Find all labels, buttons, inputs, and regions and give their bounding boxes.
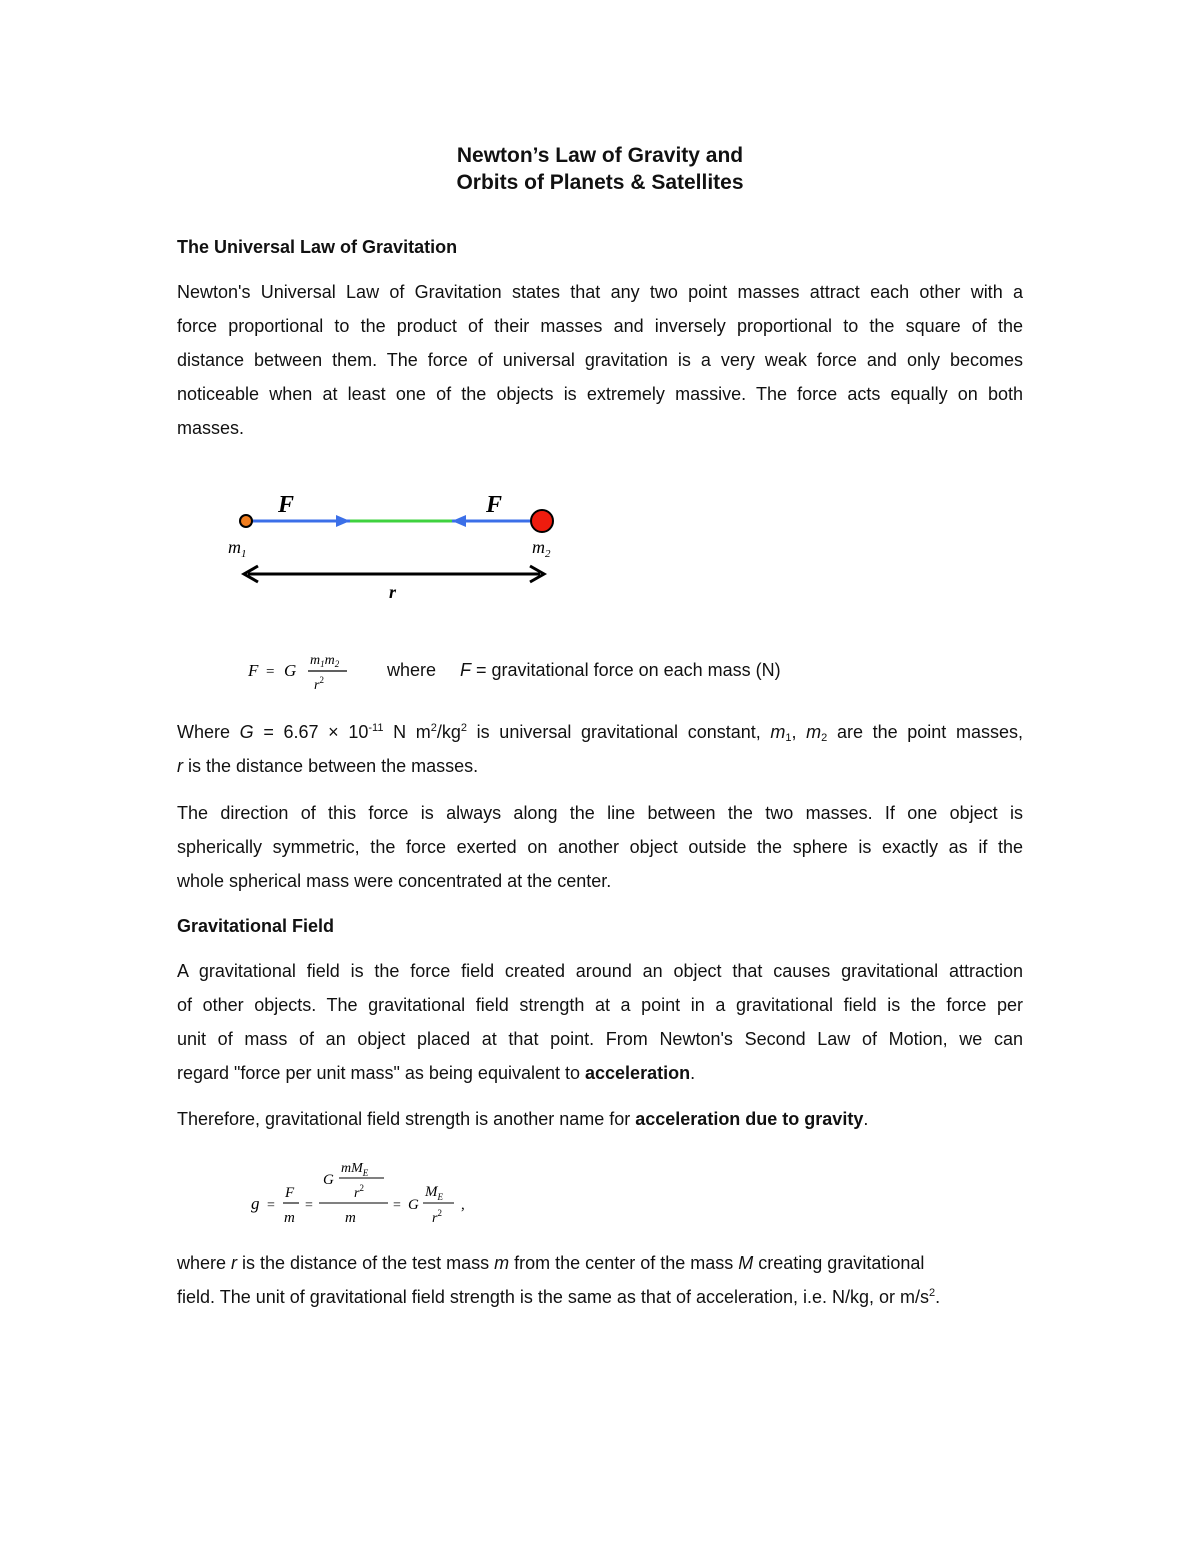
paragraph-line: force proportional to the product of their masses and inversely proportional to the square of the [177,316,1023,336]
formula2-G2: G [408,1197,419,1213]
force-arrowhead-left [336,515,350,527]
formula-G: G [284,661,297,680]
formula2-r1: $r^2$ [354,1183,364,1201]
paragraph-line: of other objects. The gravitational field strength at a point in a gravitational field is the force per [177,995,1023,1015]
paragraph-line: field. The unit of gravitational field strength is the same as that of acceleration, i.e. N/kg, or $m/s^2$. [177,1287,941,1307]
formula2-r2: $r^2$ [432,1208,442,1226]
formula-description: F = gravitational force on each mass (N) [460,660,781,680]
paragraph-line: regard "force per unit mass" as being equivalent to acceleration. [177,1063,696,1083]
paragraph-line: The direction of this force is always along the line between the two masses. If one object is [177,803,1023,823]
force-arrowhead-right [452,515,466,527]
paragraph-line: Where $G = 6.67 \times 10^{-11}$ N $m^2/kg^2$ is universal gravitational constant, $m_1$, $m_2$ are the point masses, [177,722,1023,744]
gravitation-diagram [220,485,580,610]
paragraph-line: distance between them. The force of universal gravitation is a very weak force and only becomes [177,350,1023,370]
formula-denominator: $r^2$ [314,675,324,693]
formula2-eq3: = [393,1198,401,1213]
formula2-eq2: = [305,1198,313,1213]
paragraph-gravitational-field [177,954,1023,1090]
formula-lhs: F [248,661,259,680]
mass-1-dot [240,515,252,527]
formula-equals: = [266,664,275,680]
formula2-m2: m [345,1210,356,1226]
formula2-eq1: = [267,1198,275,1213]
paragraph-line: masses. [177,418,245,438]
page-title [0,142,1200,196]
force-label-left: F [278,492,295,518]
paragraph-line: Newton's Universal Law of Gravitation states that any two point masses attract each other with a [177,282,1023,302]
paragraph-line: unit of mass of an object placed at that point. From Newton's Second Law of Motion, we can [177,1029,1023,1049]
formula2-F: F [285,1185,295,1201]
field-strength-formula [245,1152,485,1232]
force-label-right: F [486,492,503,518]
paragraph-line: where r is the distance of the test mass m from the center of the mass M creating gravitational [177,1253,925,1273]
title-line-2: Orbits of Planets & Satellites [456,171,744,194]
distance-label: r [389,582,397,602]
section-heading-universal-law: The Universal Law of Gravitation [177,237,458,257]
gravity-formula [240,645,360,695]
formula2-G1: G [323,1172,334,1188]
mass-2-label: $m_2$ [532,537,551,560]
paragraph-constants [177,715,1023,783]
formula2-m1: m [284,1210,295,1226]
paragraph-acceleration [177,1102,1023,1136]
formula2-M: $M_E$ [425,1184,443,1202]
formula2-comma: , [461,1197,465,1213]
paragraph-line: spherically symmetric, the force exerted on another object outside the sphere is exactly as if the [177,837,1023,857]
formula2-mM: $mM_E$ [341,1161,369,1178]
mass-1-label: $m_1$ [228,537,247,560]
title-line-1: Newton’s Law of Gravity and [456,144,744,167]
paragraph-direction [177,796,1023,898]
paragraph-line: noticeable when at least one of the objects is extremely massive. The force acts equally on both [177,384,1023,404]
paragraph-line: Therefore, gravitational field strength is another name for acceleration due to gravity. [177,1109,869,1129]
mass-2-dot [531,510,553,532]
paragraph-line: A gravitational field is the force field created around an object that causes gravitational attraction [177,961,1023,981]
section-heading-gravitational-field: Gravitational Field [177,916,335,936]
paragraph-line: r is the distance between the masses. [177,756,479,776]
formula-numerator: $m_1m_2$ [310,653,340,669]
paragraph-line: whole spherical mass were concentrated at the center. [177,871,612,891]
paragraph-universal-law [177,275,1023,445]
paragraph-field-definition [177,1246,1023,1314]
formula-where-label: where [387,660,437,680]
formula2-g: g [251,1194,260,1213]
